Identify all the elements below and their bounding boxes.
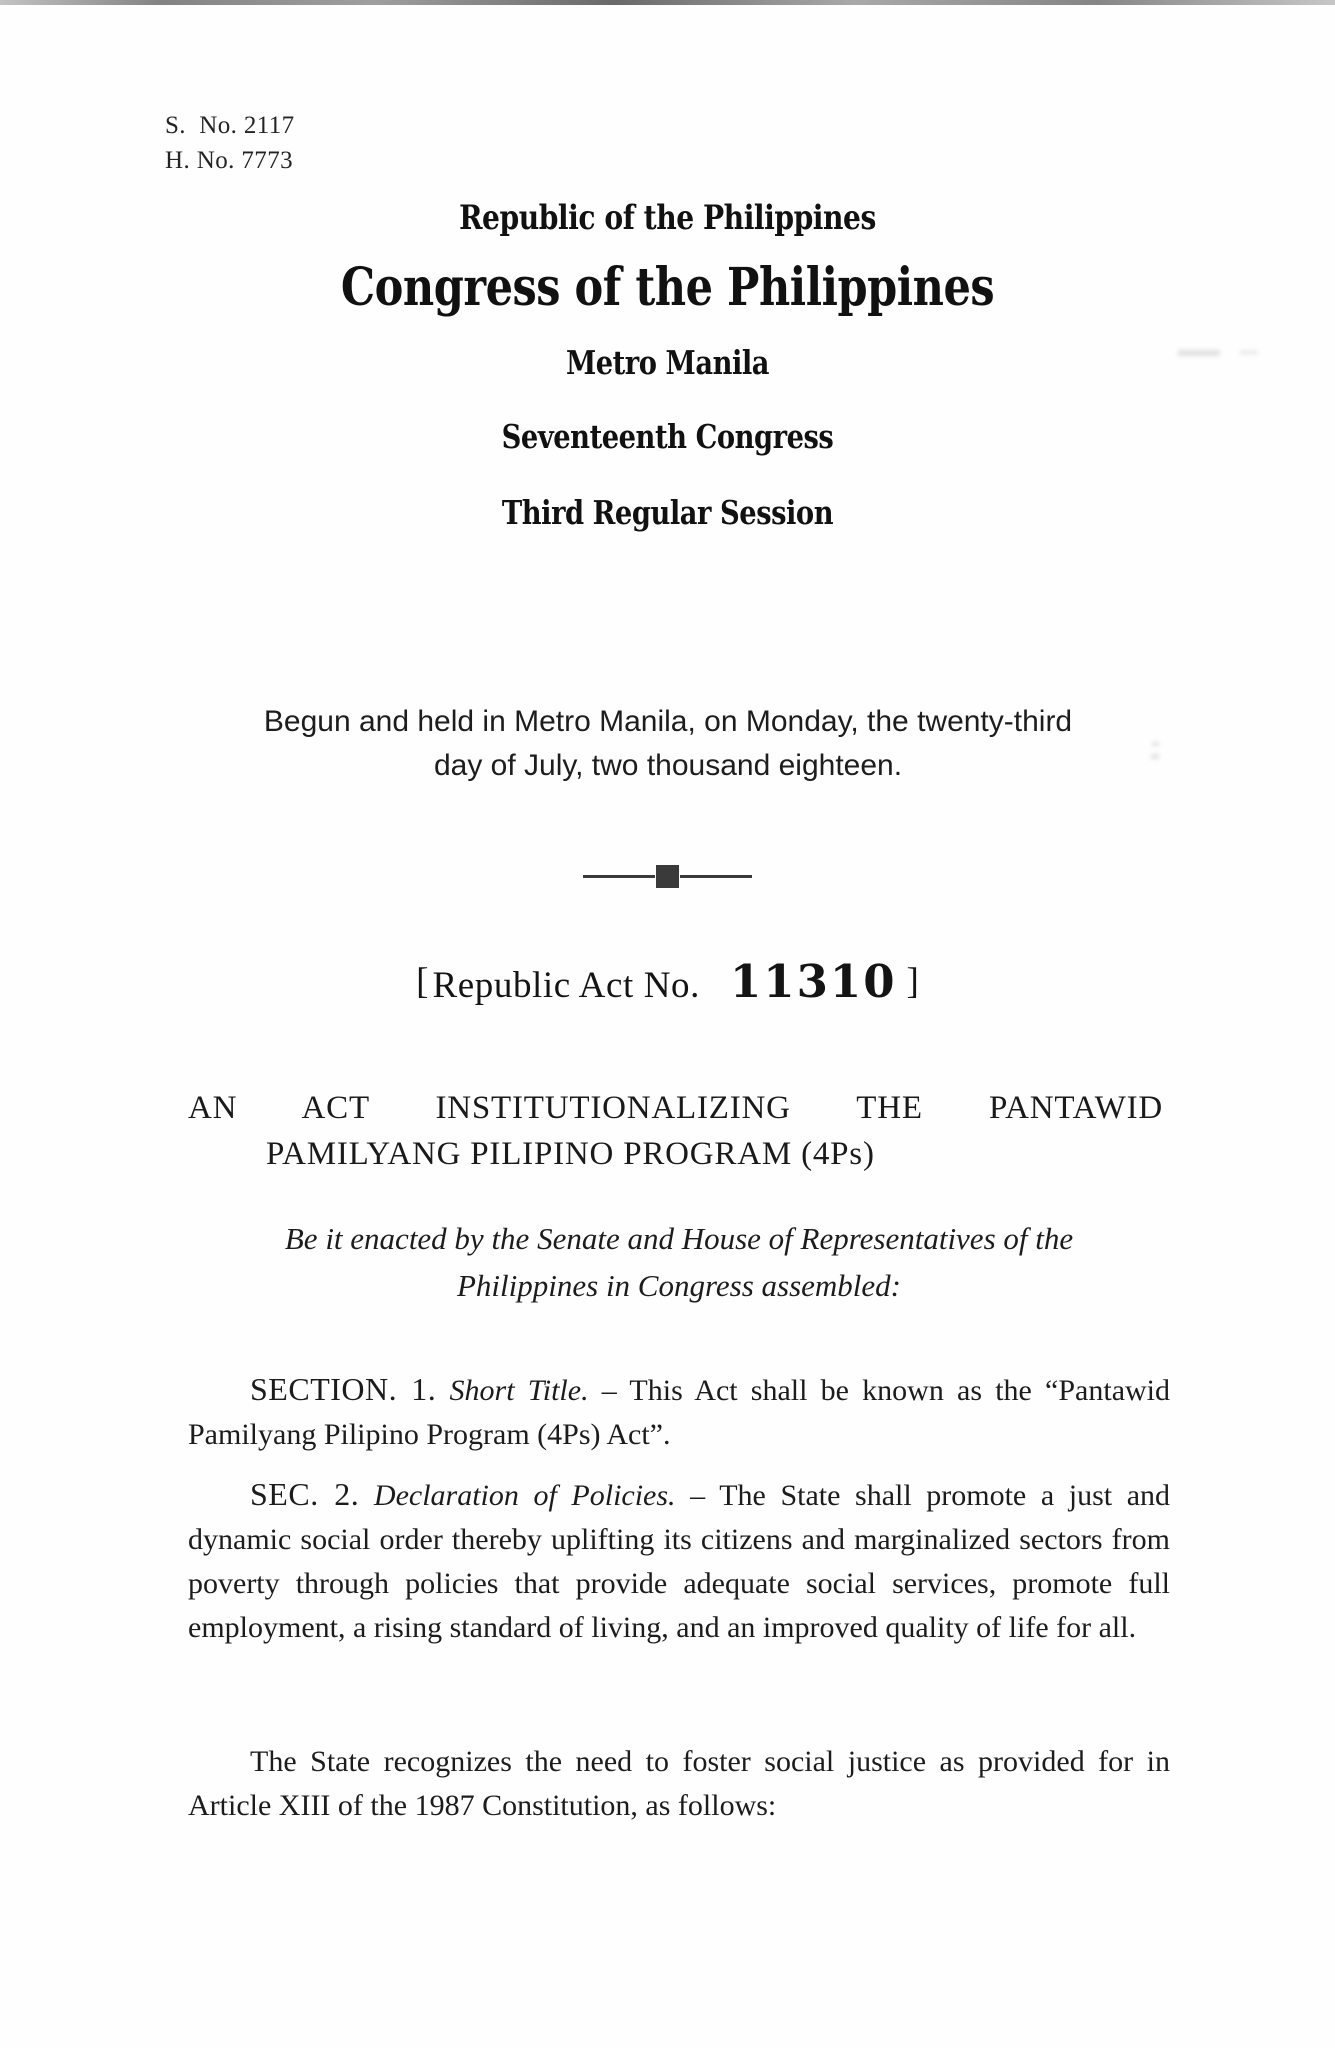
section-1-paragraph xyxy=(188,1367,1170,1457)
republic-act-bracket-close: ] xyxy=(906,961,919,1002)
masthead-session: Third Regular Session xyxy=(501,493,834,532)
closing-paragraph xyxy=(188,1740,1170,1828)
convened-statement xyxy=(168,700,1168,788)
section-1-number: SECTION. 1. xyxy=(250,1371,437,1407)
enacting-clause-line-1: Be it enacted by the Senate and House of Representatives of the xyxy=(284,1221,1074,1256)
enacting-clause xyxy=(188,1215,1170,1309)
republic-act-line xyxy=(0,955,1335,1008)
divider-square-icon xyxy=(656,865,679,888)
republic-act-number: 11310 xyxy=(729,955,897,1008)
section-2-number: SEC. 2. xyxy=(250,1476,360,1512)
masthead-location: Metro Manila xyxy=(565,343,770,382)
enacting-clause-line-2: Philippines in Congress assembled: xyxy=(456,1268,902,1303)
masthead-congress-ordinal: Seventeenth Congress xyxy=(501,417,834,456)
masthead-congress: Congress of the Philippines xyxy=(340,257,995,318)
section-2-paragraph xyxy=(188,1472,1170,1650)
masthead xyxy=(0,196,1335,536)
closing-paragraph-text: The State recognizes the need to foster social justice as provided for in Article XIII of the 1987 Constitution, as follows: xyxy=(188,1745,1170,1822)
bill-numbers xyxy=(165,108,295,178)
section-2-space xyxy=(359,1479,374,1512)
republic-act-label: Republic Act No. xyxy=(432,965,700,1006)
section-2-dash: – xyxy=(675,1479,720,1512)
convened-line-1: Begun and held in Metro Manila, on Monday, the twenty-third xyxy=(263,705,1073,738)
masthead-republic: Republic of the Philippines xyxy=(459,198,876,238)
ornamental-divider xyxy=(0,865,1335,888)
convened-line-2: day of July, two thousand eighteen. xyxy=(433,749,903,782)
divider-rule-left xyxy=(583,875,655,878)
act-title xyxy=(188,1085,1163,1177)
republic-act-bracket-open: [ xyxy=(416,961,429,1002)
act-title-line-1: AN ACT INSTITUTIONALIZING THE PANTAWID xyxy=(188,1090,1163,1126)
section-1-heading: Short Title. xyxy=(449,1374,589,1407)
divider-rule-right xyxy=(680,875,752,878)
section-2-heading: Declaration of Policies. xyxy=(373,1479,676,1512)
section-2-text: The State shall promote a just and dynamic social order thereby uplifting its citizens and marginalized sectors from poverty through policies that provide adequate social services, promote full employment, a rising standard of living, and an improved quality of life for all. xyxy=(188,1479,1171,1644)
section-1-dash-before-heading xyxy=(436,1374,449,1407)
section-1-dash: – xyxy=(588,1374,630,1407)
house-bill-number: H. No. 7773 xyxy=(165,147,294,174)
senate-bill-number: S. No. 2117 xyxy=(165,112,295,139)
section-1-text: This Act shall be known as the “Pantawid Pamilyang Pilipino Program (4Ps) Act”. xyxy=(188,1374,1171,1451)
act-title-line-2: PAMILYANG PILIPINO PROGRAM (4Ps) xyxy=(266,1136,875,1172)
